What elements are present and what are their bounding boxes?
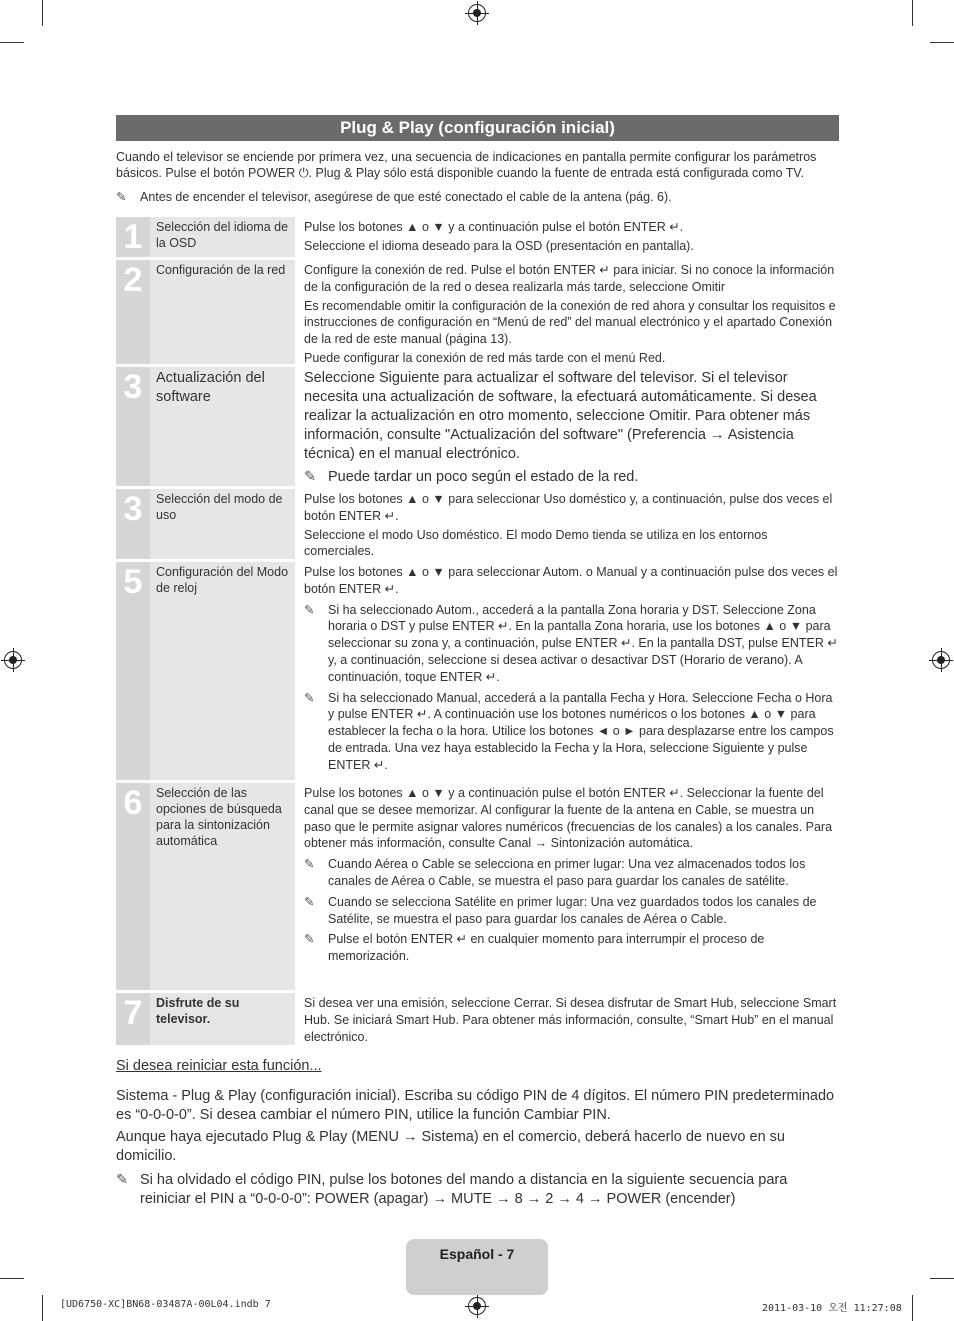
step-note [304,690,839,774]
pencil-note-icon: ✎ [304,932,315,947]
note-text: Antes de encender el televisor, asegúrese de que esté conectado el cable de la antena (pág. 6). [140,190,672,204]
pencil-note-icon: ✎ [116,190,127,204]
step-note [304,468,839,487]
registration-mark-icon [468,1297,486,1315]
crop-mark [912,1295,913,1321]
registration-mark-icon [4,651,22,669]
reset-heading: Si desea reiniciar esta función... [116,1058,322,1074]
note-text: Si ha seleccionado Manual, accederá a la pantalla Fecha y Hora. Seleccione Fecha o Hora y pulse ENTER ↵. A continuación use los botones numéricos o los botones ▲ o ▼ para establecer la fecha o la hora. Utilice los botones ◄ o ► para desplazarse entre los campos de entrada. Una vez haya establecido la Fecha y la Hora, seleccione Siguiente y pulse ENTER ↵. [328,690,834,772]
step-title: Actualización del software [150,367,295,486]
note-text: Cuando Aérea o Cable se selecciona en primer lugar: Una vez almacenados todos los canales de Aérea o Cable, se muestra el paso para guardar los canales de satélite. [328,857,806,888]
note-text: Puede tardar un poco según el estado de la red. [328,469,639,485]
step-title: Disfrute de su televisor. [150,993,295,1045]
note-text: Si ha olvidado el código PIN, pulse los botones del mando a distancia en la siguiente secuencia para reiniciar el PIN a “0-0-0-0”: POWER (apagar) → MUTE → 8 → 2 → 4 → POWER (encender) [140,1171,788,1207]
section-title: Plug & Play (configuración inicial) [116,115,839,141]
note-text: Pulse el botón ENTER ↵ en cualquier momento para interrumpir el proceso de memorización. [328,932,765,964]
step-text: Pulse los botones ▲ o ▼ para seleccionar Uso doméstico y, a continuación, pulse dos veces el botón ENTER ↵. [304,492,833,523]
intro-note [116,189,839,205]
step-text: Puede configurar la conexión de red más tarde con el menú Red. [304,350,666,365]
crop-mark [42,0,43,26]
crop-mark [930,42,954,43]
step-note [304,856,839,890]
steps-table [116,217,839,1048]
step-number: 6 [116,783,150,990]
step-row [116,260,839,367]
step-text: Seleccione el modo Uso doméstico. El modo Demo tienda se utiliza en los entornos comerciales. [304,527,768,559]
footer-timestamp: 2011-03-10 오전 11:27:08 [762,1303,902,1314]
step-text: Pulse los botones ▲ o ▼ y a continuación pulse el botón ENTER ↵. Seleccionar la fuente del canal que se desee memorizar. Al configurar la fuente de la antena en Cable, se muestra un paso que le permite asignar valores numéricos (frecuencias de los canales) a los canales. Para obtener más información, consulte Canal → Sintonización automática. [304,786,833,851]
step-body [295,217,839,257]
step-text: Seleccione el idioma deseado para la OSD (presentación en pantalla). [304,238,694,253]
note-text: Si ha seleccionado Autom., accederá a la pantalla Zona horaria y DST. Seleccione Zona horaria o DST y pulse ENTER ↵. En la pantalla Zona horaria, use los botones ▲ o ▼ para seleccionar su zona y, a continuación, pulse ENTER ↵. En la pantalla DST, pulse ENTER ↵ y, a continuación, seleccione si desea activar o desactivar DST (Horario de verano). A continuación, toque ENTER ↵. [328,602,838,684]
step-title: Configuración de la red [150,260,295,364]
step-text: Seleccione Siguiente para actualizar el software del televisor. Si el televisor necesita una actualización de software, la efectuará automáticamente. Si desea realizar la actualización en otro momento, seleccione Omitir. Para obtener más información, consulte "Actualización del software" (Preferencia → Asistencia técnica) en el manual electrónico. [304,370,817,462]
pencil-note-icon: ✎ [304,894,315,909]
intro-line: Cuando el televisor se enciende por primera vez, una secuencia de indicaciones en pantalla permite configurar los parámetros [116,150,817,164]
step-title: Selección de las opciones de búsqueda para la sintonización automática [150,783,295,990]
step-number: 5 [116,562,150,780]
note-text: Cuando se selecciona Satélite en primer lugar: Una vez guardados todos los canales de Satélite, se muestra el paso para guardar los canales de Aérea o Cable. [328,894,817,926]
step-number: 7 [116,993,150,1045]
step-number: 1 [116,217,150,257]
step-text: Pulse los botones ▲ o ▼ para seleccionar Autom. o Manual y a continuación pulse dos veces el botón ENTER ↵. [304,565,838,596]
step-body [295,562,839,780]
step-text: Es recomendable omitir la configuración de la conexión de red ahora y consultar los requisitos e instrucciones de configuración en “Menú de red” del manual electrónico y el apartado Conexión de la red de este manual (página 13). [304,298,836,347]
crop-mark [42,1295,43,1321]
footer-file-info: [UD6750-XC]BN68-03487A-00L04.indb 7 [60,1299,271,1310]
reset-paragraph: Sistema - Plug & Play (configuración inicial). Escriba su código PIN de 4 dígitos. El número PIN predeterminado es “0-0-0-0”. Si desea cambiar el número PIN, utilice la función Cambiar PIN. [116,1087,835,1123]
crop-mark [0,42,24,43]
intro-line: básicos. Pulse el botón POWER ⏻. Plug & Play sólo está disponible cuando la fuente de entrada está configurada como TV. [116,166,805,180]
step-number: 2 [116,260,150,364]
page-number-tab: Español - 7 [406,1239,548,1295]
step-row [116,217,839,260]
step-title: Configuración del Modo de reloj [150,562,295,780]
step-text: Si desea ver una emisión, seleccione Cerrar. Si desea disfrutar de Smart Hub, seleccione Smart Hub. Se iniciará Smart Hub. Para obtener más información, consulte, “Smart Hub” en el manual electrónico. [304,996,837,1044]
crop-mark [0,1278,24,1279]
step-row [116,367,839,489]
step-number: 3 [116,367,150,486]
pencil-note-icon: ✎ [116,1171,129,1188]
step-note [304,931,839,965]
registration-mark-icon [932,651,950,669]
step-body [295,783,839,990]
step-title: Selección del idioma de la OSD [150,217,295,257]
step-text: Pulse los botones ▲ o ▼ y a continuación pulse el botón ENTER ↵. [304,220,684,234]
reset-note [116,1171,839,1210]
step-body [295,367,839,486]
step-body [295,260,839,364]
step-row [116,783,839,993]
step-title: Selección del modo de uso [150,489,295,559]
intro-text [116,149,839,181]
step-body [295,489,839,559]
crop-mark [912,0,913,26]
registration-mark-icon [468,4,486,22]
step-row [116,562,839,783]
pencil-note-icon: ✎ [304,690,315,705]
reset-paragraph: Aunque haya ejecutado Plug & Play (MENU → Sistema) en el comercio, deberá hacerlo de nuevo en su domicilio. [116,1128,785,1164]
step-note [304,602,839,686]
pencil-note-icon: ✎ [304,857,315,872]
crop-mark [930,1278,954,1279]
step-text: Configure la conexión de red. Pulse el botón ENTER ↵ para iniciar. Si no conoce la información de la configuración de la red o desea realizarla más tarde, seleccione Omitir [304,263,835,294]
step-row [116,489,839,562]
step-note [304,894,839,928]
step-row [116,993,839,1048]
step-body [295,993,839,1045]
pencil-note-icon: ✎ [304,602,315,617]
pencil-note-icon: ✎ [304,469,317,485]
reset-section [116,1057,839,1212]
step-number: 3 [116,489,150,559]
